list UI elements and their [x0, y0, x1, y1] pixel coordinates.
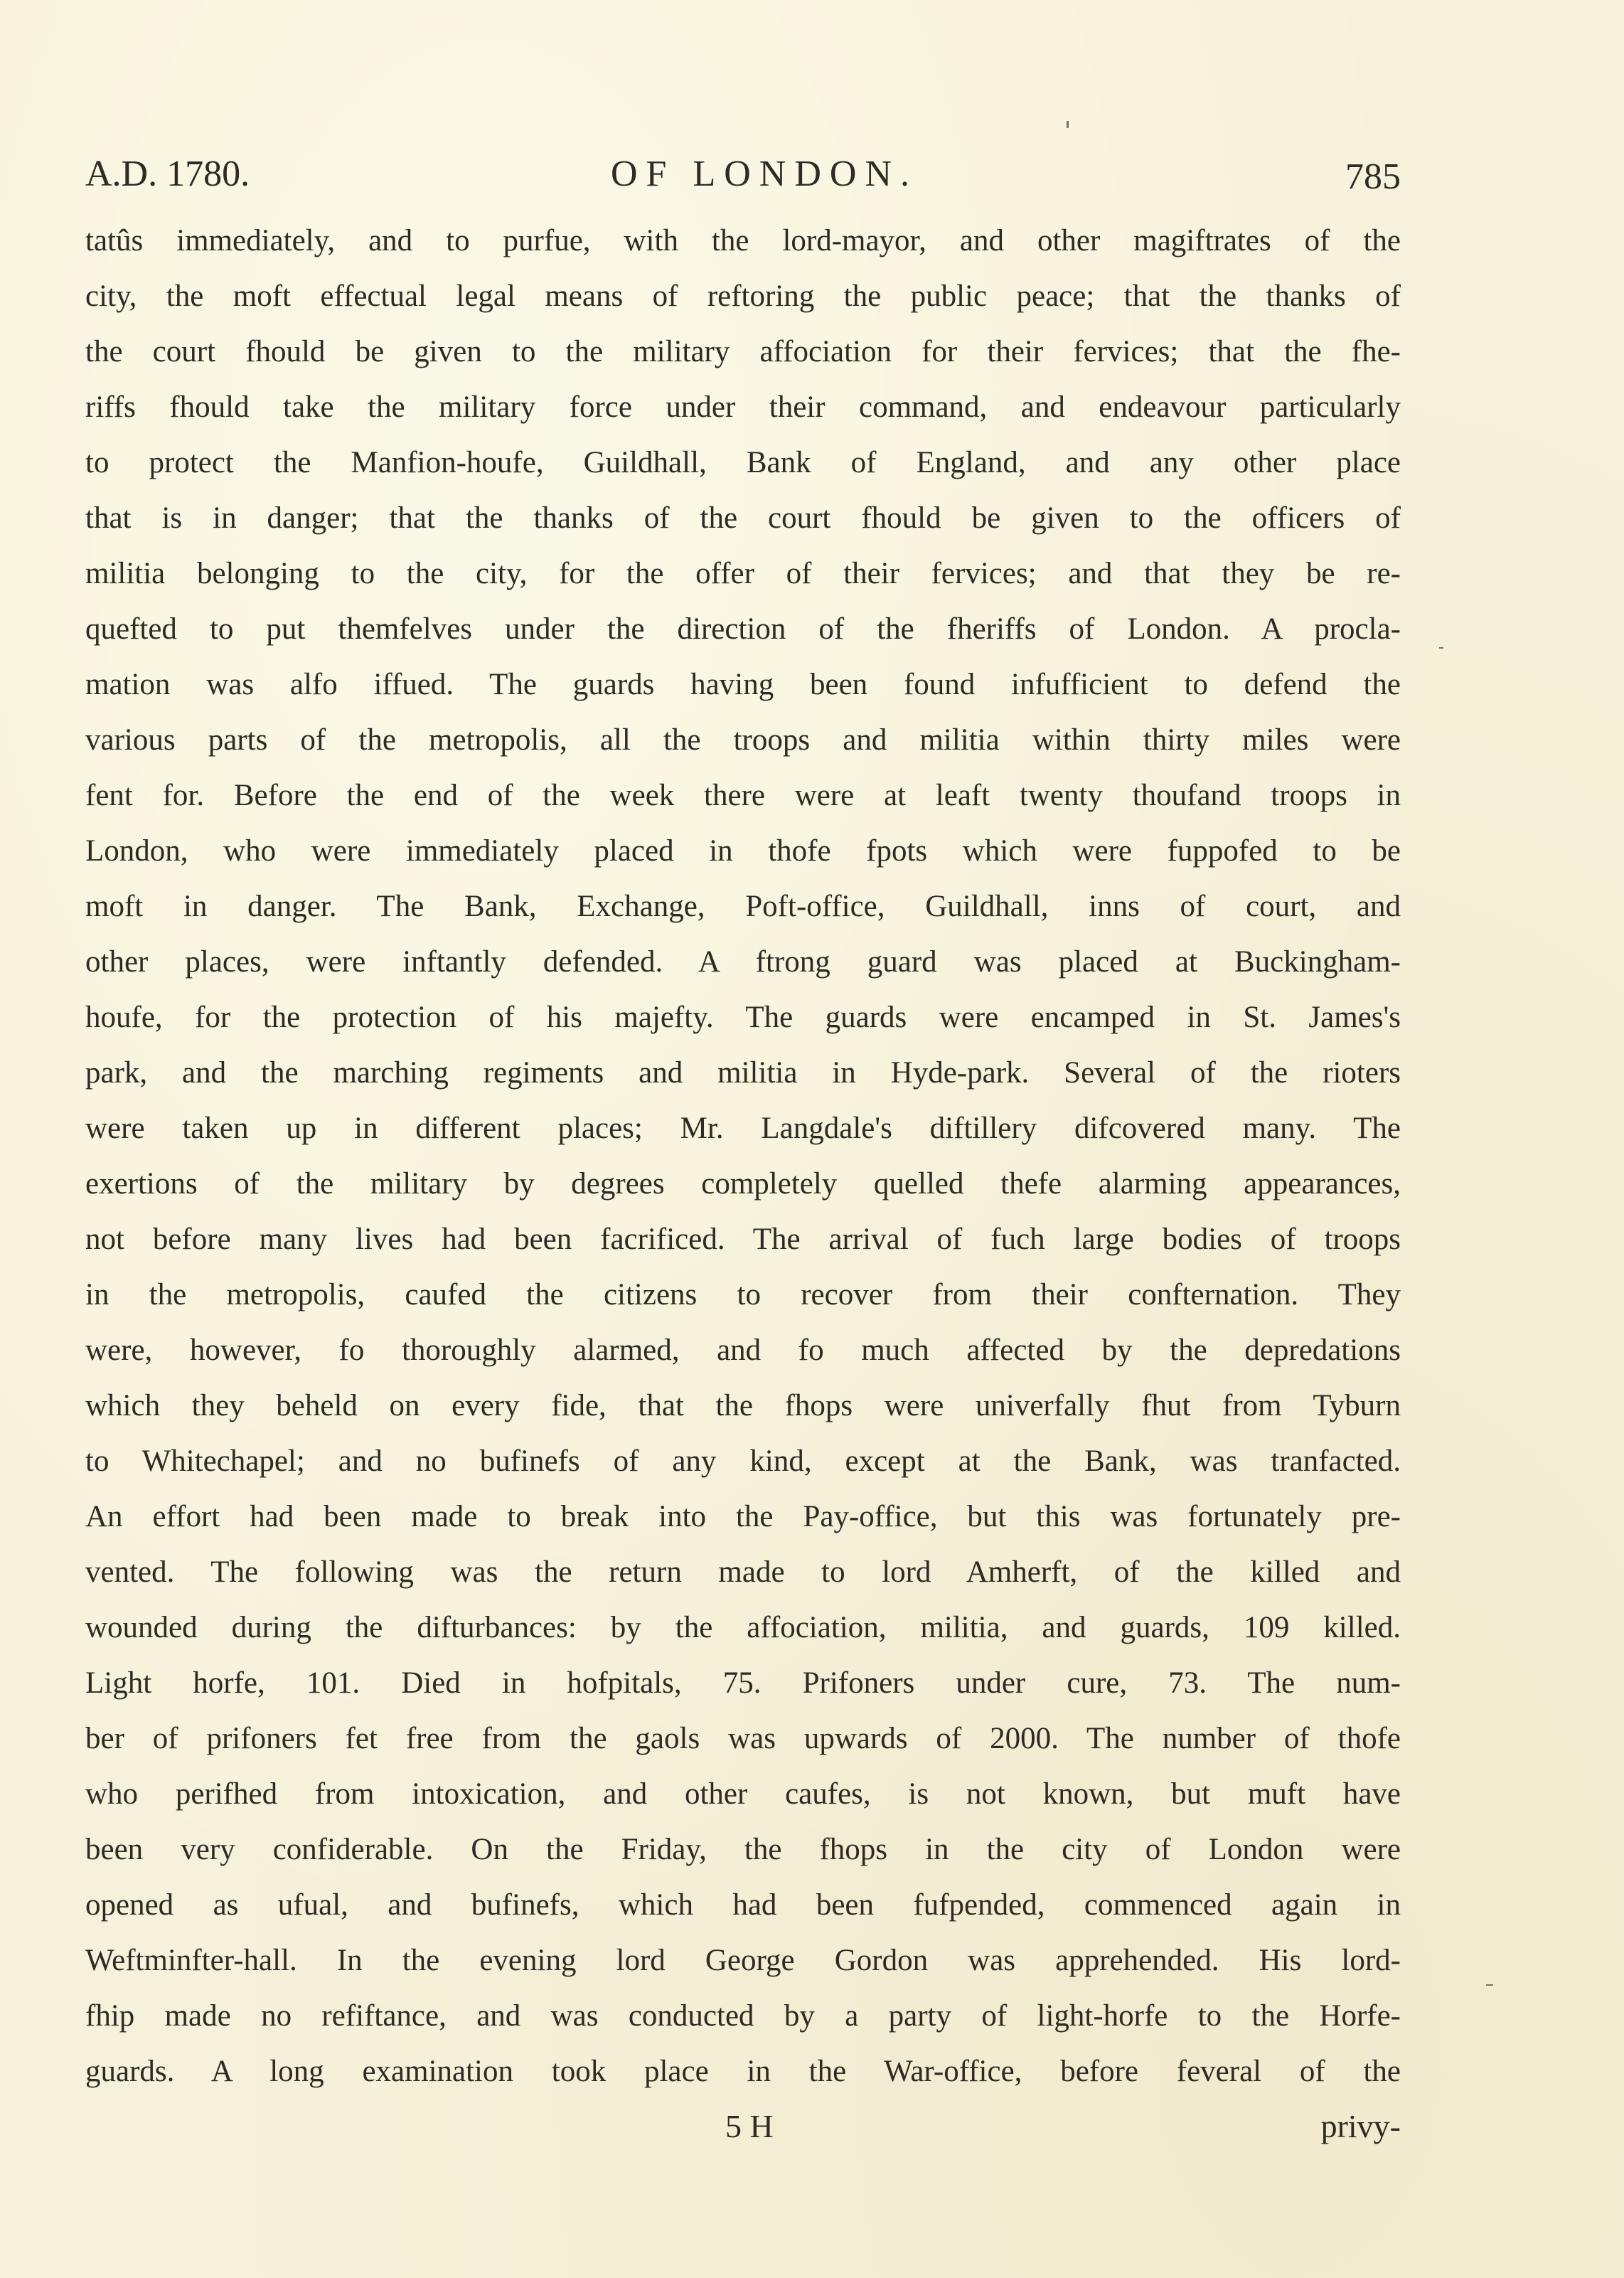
text-line: who perifhed from intoxication, and other caufes, is not known, but muft have [85, 1777, 1401, 1811]
text-line: were, however, fo thoroughly alarmed, and fo much affected by the depredations [85, 1334, 1401, 1367]
text-line: Weftminfter-hall. In the evening lord George Gordon was apprehended. His lord- [85, 1944, 1401, 1977]
text-line: the court fhould be given to the military affociation for their fervices; that the fhe- [85, 335, 1401, 368]
running-header [85, 149, 1401, 199]
text-line: fhip made no refiftance, and was conducted by a party of light-horfe to the Horfe- [85, 1999, 1401, 2033]
text-line: guards. A long examination took place in the War-office, before feveral of the [85, 2055, 1401, 2088]
header-title: OF LONDON. [611, 154, 918, 194]
text-line: fent for. Before the end of the week there were at leaft twenty thoufand troops in [85, 779, 1401, 812]
text-line: militia belonging to the city, for the offer of their fervices; and that they be re- [85, 557, 1401, 590]
text-line: exertions of the military by degrees completely quelled thefe alarming appearances, [85, 1167, 1401, 1201]
text-line: London, who were immediately placed in thofe fpots which were fuppofed to be [85, 834, 1401, 868]
text-line: An effort had been made to break into the Pay-office, but this was fortunately pre- [85, 1500, 1401, 1533]
text-line: not before many lives had been facrificed. The arrival of fuch large bodies of troops [85, 1223, 1401, 1256]
text-line: quefted to put themfelves under the direction of the fheriffs of London. A procla- [85, 612, 1401, 646]
text-line: city, the moft effectual legal means of reftoring the public peace; that the thanks of [85, 280, 1401, 313]
text-line: houfe, for the protection of his majefty. The guards were encamped in St. James's [85, 1001, 1401, 1034]
text-line: wounded during the difturbances: by the affociation, militia, and guards, 109 killed. [85, 1611, 1401, 1644]
text-line: riffs fhould take the military force under their command, and endeavour particularly [85, 390, 1401, 424]
body-text [85, 213, 1401, 2099]
signature-mark: 5 H [725, 2108, 774, 2144]
text-line: tatûs immediately, and to purfue, with the lord-mayor, and other magiftrates of the [85, 224, 1401, 257]
text-line: ber of prifoners fet free from the gaols was upwards of 2000. The number of thofe [85, 1722, 1401, 1755]
text-line: opened as ufual, and bufinefs, which had been fufpended, commenced again in [85, 1888, 1401, 1922]
header-year: A.D. 1780. [85, 154, 250, 194]
ink-speck [1439, 647, 1443, 649]
ink-speck [1486, 1984, 1493, 1986]
text-line: Light horfe, 101. Died in hofpitals, 75. Prifoners under cure, 73. The num- [85, 1666, 1401, 1700]
text-line: park, and the marching regiments and militia in Hyde-park. Several of the rioters [85, 1056, 1401, 1090]
text-line: moft in danger. The Bank, Exchange, Poft-office, Guildhall, inns of court, and [85, 890, 1401, 923]
text-line: been very confiderable. On the Friday, the fhops in the city of London were [85, 1833, 1401, 1866]
text-line: to Whitechapel; and no bufinefs of any kind, except at the Bank, was tranfacted. [85, 1444, 1401, 1478]
page-number: 785 [1345, 156, 1401, 197]
text-line: that is in danger; that the thanks of the court fhould be given to the officers of [85, 501, 1401, 535]
text-line: were taken up in different places; Mr. Langdale's diftillery difcovered many. The [85, 1112, 1401, 1145]
text-line: vented. The following was the return made to lord Amherft, of the killed and [85, 1555, 1401, 1589]
page-footer [85, 2098, 1401, 2155]
text-line: various parts of the metropolis, all the troops and militia within thirty miles were [85, 723, 1401, 757]
text-line: which they beheld on every fide, that the fhops were univerfally fhut from Tyburn [85, 1389, 1401, 1422]
catchword: privy- [1320, 2108, 1401, 2144]
text-line: mation was alfo iffued. The guards having been found infufficient to defend the [85, 668, 1401, 701]
ink-speck [1067, 121, 1069, 128]
text-line: to protect the Manfion-houfe, Guildhall, Bank of England, and any other place [85, 446, 1401, 479]
text-line: other places, were inftantly defended. A ftrong guard was placed at Buckingham- [85, 945, 1401, 979]
text-line: in the metropolis, caufed the citizens to recover from their confternation. They [85, 1278, 1401, 1311]
